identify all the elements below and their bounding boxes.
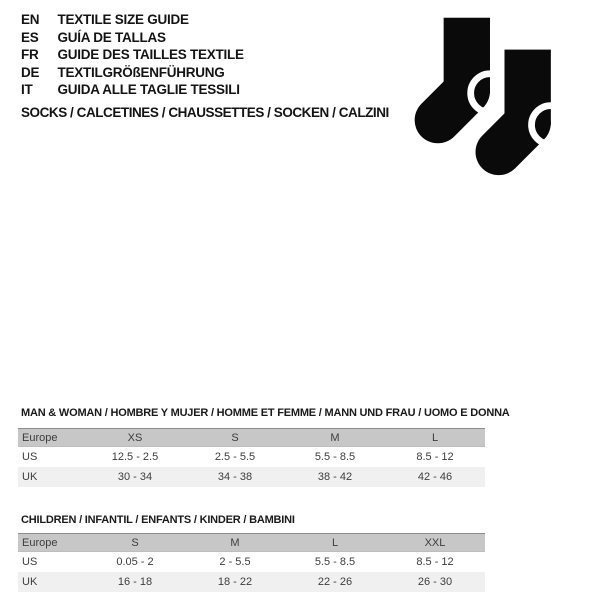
language-label: TEXTILE SIZE GUIDE xyxy=(57,12,189,27)
row-label: US xyxy=(22,556,38,568)
size-cell: 16 - 18 xyxy=(85,572,185,592)
column-header-size: M xyxy=(285,429,385,447)
language-code: FR xyxy=(21,47,39,62)
adult-size-table xyxy=(18,428,485,487)
size-cell: 18 - 22 xyxy=(185,572,285,592)
size-cell: 22 - 26 xyxy=(285,572,385,592)
language-code: DE xyxy=(21,64,40,80)
column-header-size: XS xyxy=(85,429,185,447)
table-header-row xyxy=(18,429,485,447)
socks-icon xyxy=(405,8,575,182)
column-header-region: Europe xyxy=(18,429,85,447)
row-label: US xyxy=(22,451,38,463)
children-size-table xyxy=(18,533,485,592)
product-category-line: SOCKS / CALCETINES / CHAUSSETTES / SOCKEN / CALZINI xyxy=(21,105,389,120)
column-header-size: L xyxy=(385,429,485,447)
language-label: GUIDE DES TAILLES TEXTILE xyxy=(57,47,244,62)
size-cell: 5.5 - 8.5 xyxy=(314,556,356,568)
language-code: EN xyxy=(21,12,40,27)
language-row-it xyxy=(21,81,244,99)
size-cell: 30 - 34 xyxy=(85,467,185,487)
size-cell: 8.5 - 12 xyxy=(416,556,454,568)
size-cell: 34 - 38 xyxy=(185,467,285,487)
size-cell: 42 - 46 xyxy=(385,467,485,487)
children-table-title: CHILDREN / INFANTIL / ENFANTS / KINDER / BAMBINI xyxy=(21,514,295,526)
column-header-size: L xyxy=(285,534,385,552)
language-row-de xyxy=(21,64,244,82)
size-cell: 26 - 30 xyxy=(385,572,485,592)
size-cell: 38 - 42 xyxy=(285,467,385,487)
table-row-us xyxy=(18,447,485,468)
table-row-uk xyxy=(18,467,485,487)
column-header-size: M xyxy=(185,534,285,552)
language-code: ES xyxy=(21,29,39,45)
adult-table-title: MAN & WOMAN / HOMBRE Y MUJER / HOMME ET FEMME / MANN UND FRAU / UOMO E DONNA xyxy=(21,407,510,419)
language-label: GUIDA ALLE TAGLIE TESSILI xyxy=(57,82,240,97)
language-label: TEXTILGRÖßENFÜHRUNG xyxy=(57,64,225,80)
language-row-en xyxy=(21,11,244,29)
language-label: GUÍA DE TALLAS xyxy=(57,29,166,45)
language-row-es xyxy=(21,29,244,47)
row-label: UK xyxy=(18,572,85,592)
size-cell: 2.5 - 5.5 xyxy=(214,451,256,463)
size-cell: 0.05 - 2 xyxy=(116,556,154,568)
size-cell: 2 - 5.5 xyxy=(219,556,251,568)
language-list xyxy=(21,11,244,99)
column-header-size: S xyxy=(85,534,185,552)
table-row-uk xyxy=(18,572,485,592)
column-header-size: S xyxy=(185,429,285,447)
row-label: UK xyxy=(18,467,85,487)
column-header-region: Europe xyxy=(18,534,85,552)
column-header-size: XXL xyxy=(385,534,485,552)
size-cell: 5.5 - 8.5 xyxy=(314,451,356,463)
size-cell: 8.5 - 12 xyxy=(416,451,454,463)
table-header-row xyxy=(18,534,485,552)
sock-back xyxy=(498,43,570,152)
language-code: IT xyxy=(21,82,33,97)
size-cell: 12.5 - 2.5 xyxy=(111,451,159,463)
language-row-fr xyxy=(21,46,244,64)
table-row-us xyxy=(18,552,485,573)
